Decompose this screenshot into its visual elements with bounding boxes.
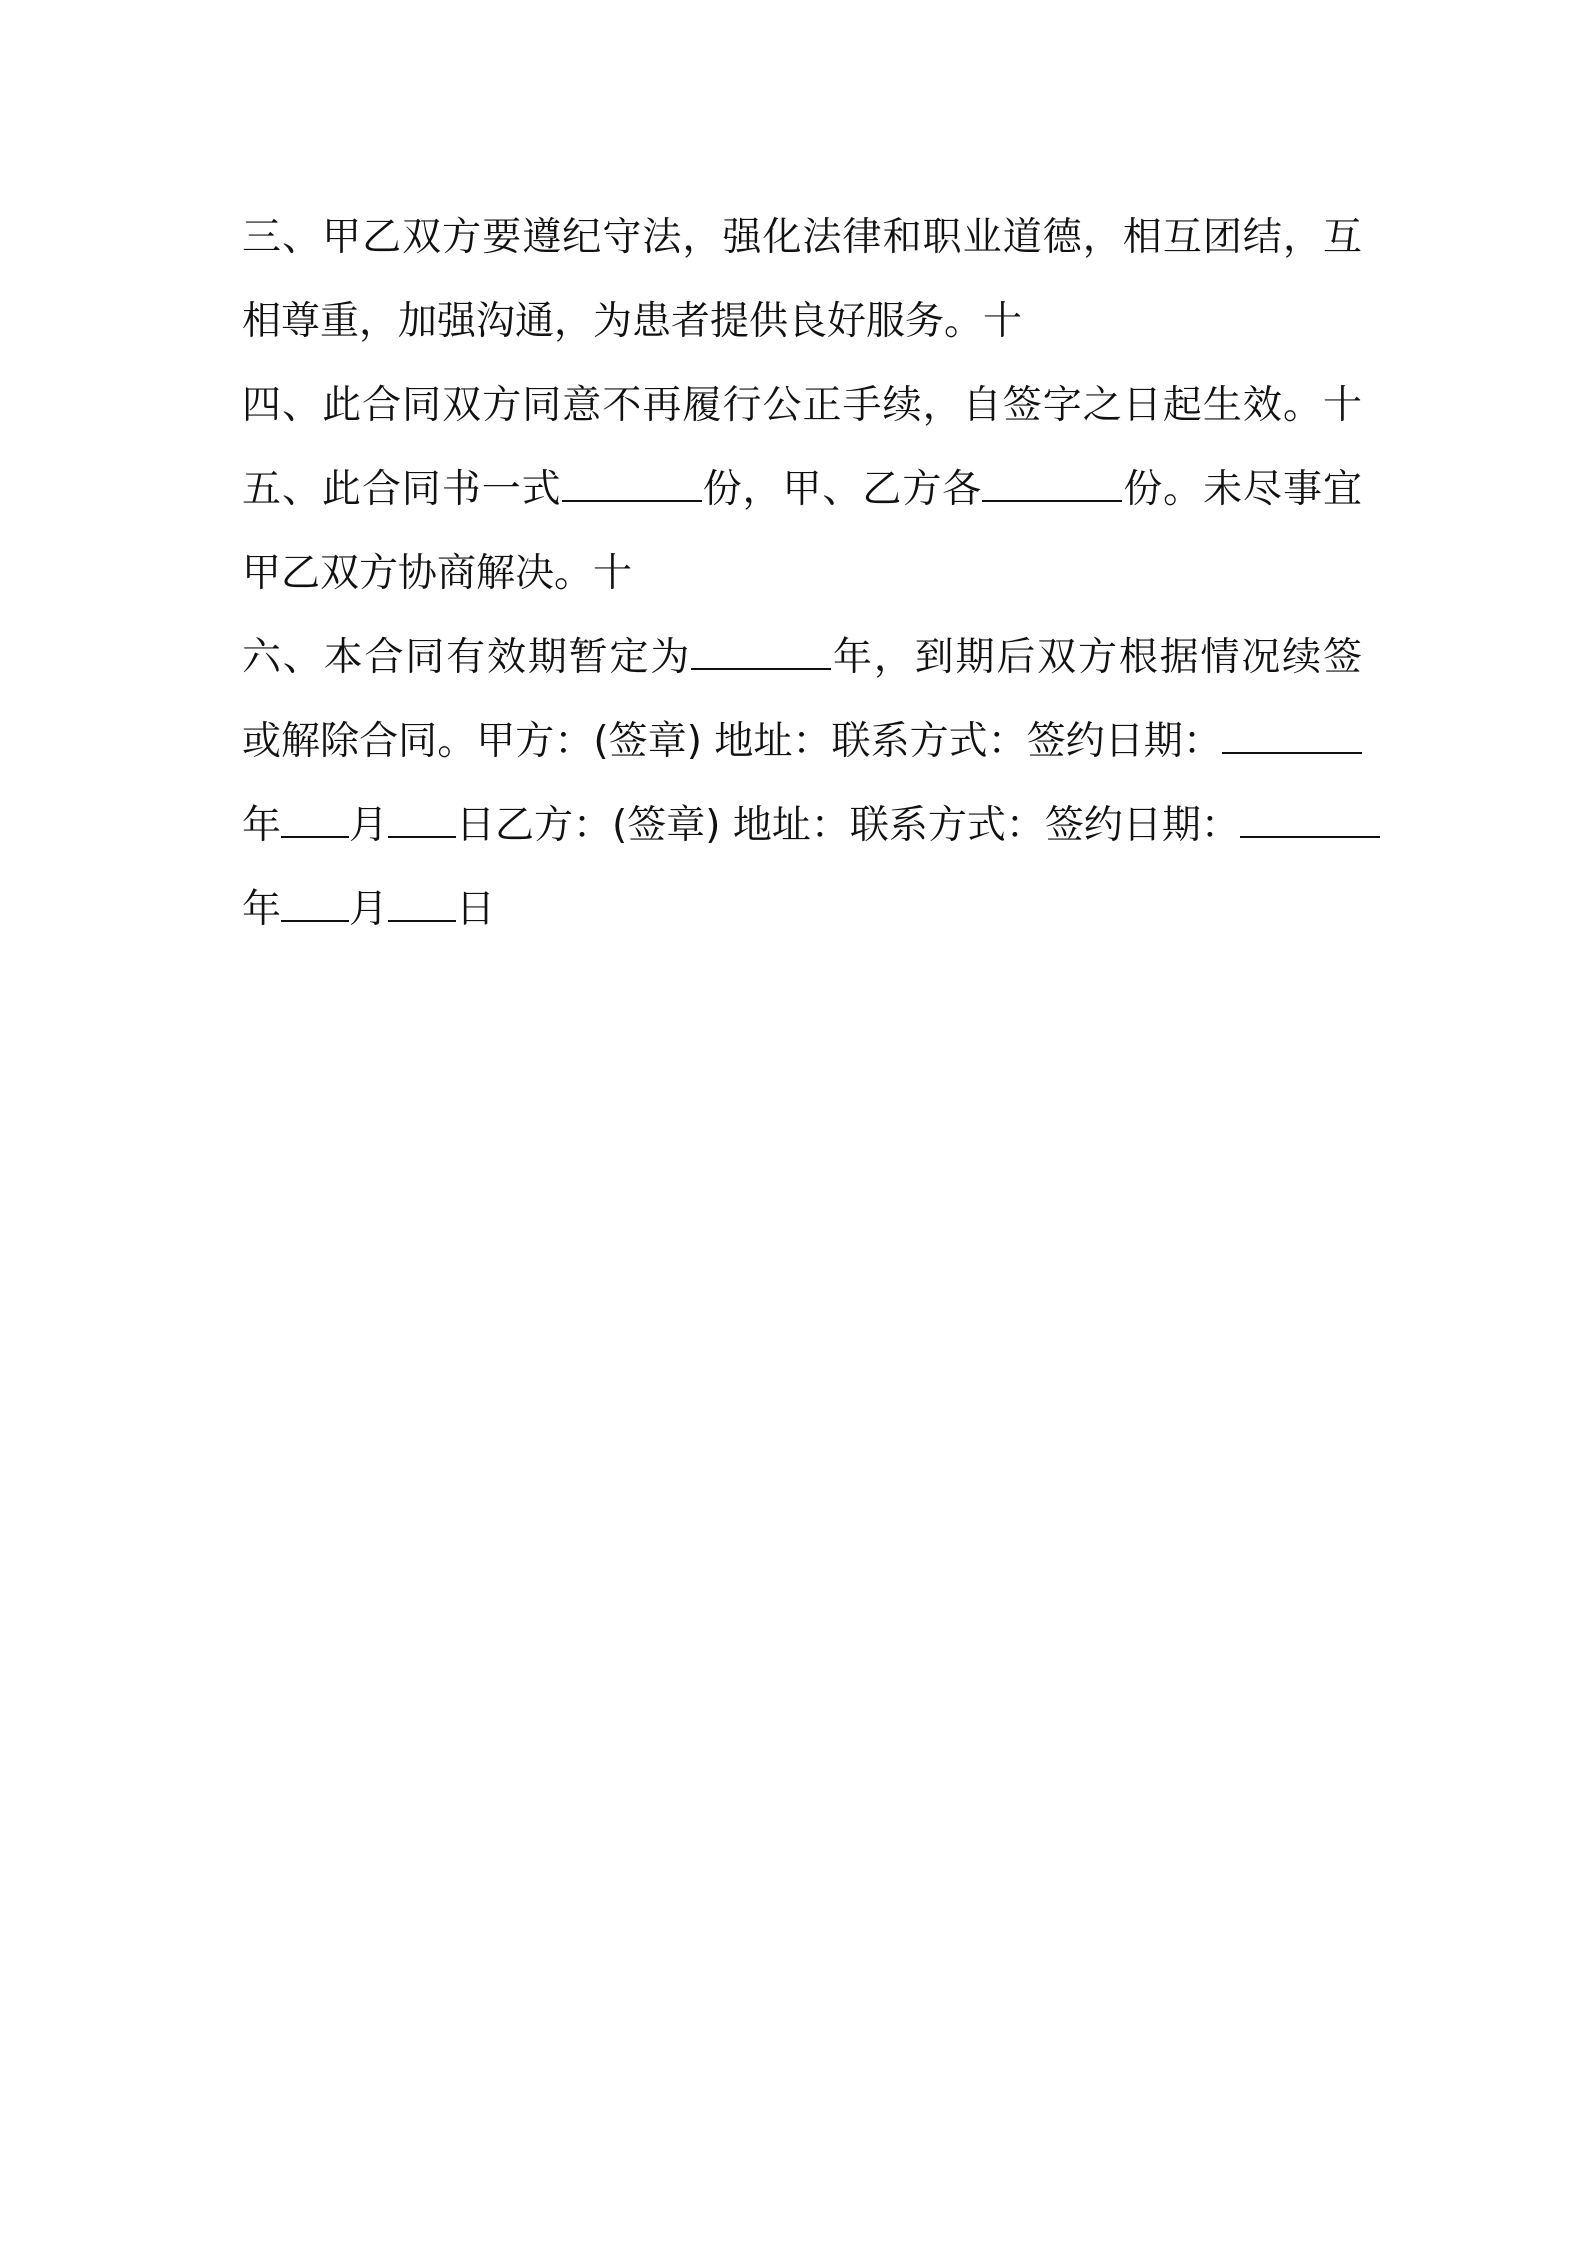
party-a-year-blank-lead (1222, 751, 1362, 754)
copies-each-blank (982, 499, 1122, 502)
clause-4-line-1: 四、此合同双方同意不再履行公正手续，自签字之日起生效。十 (242, 383, 1362, 428)
clause-5-text-a: 五、此合同书一式 (242, 467, 562, 512)
party-b-day-blank (388, 919, 456, 922)
party-b-year-blank-lead (1240, 835, 1380, 838)
contract-text (242, 196, 1362, 952)
copies-total-blank (562, 499, 702, 502)
party-b-month-blank (281, 919, 349, 922)
clause-5-text-b: 份，甲、乙方各 (701, 467, 983, 512)
party-b-day-label: 日 (456, 887, 496, 932)
party-a-month-label: 月 (349, 803, 389, 848)
party-a-month-blank (281, 835, 349, 838)
party-a-signature-text: 或解除合同。甲方：(签章) 地址：联系方式：签约日期： (242, 719, 1222, 764)
clause-3-line-2: 相尊重，加强沟通，为患者提供良好服务。十 (242, 299, 1023, 344)
clause-6-line-3 (242, 784, 1362, 868)
validity-years-blank (691, 667, 831, 670)
party-b-month-label: 月 (349, 887, 389, 932)
clause-5-line-1 (242, 448, 1362, 532)
clause-6-text-b: 年，到期后双方根据情况续签 (831, 635, 1362, 680)
clause-5-text-c: 份。未尽事宜 (1122, 467, 1362, 512)
clause-6-text-a: 六、本合同有效期暂定为 (242, 635, 692, 680)
clause-6-line-1 (242, 616, 1362, 700)
clause-3-line-1: 三、甲乙双方要遵纪守法，强化法律和职业道德，相互团结，互 (242, 215, 1362, 260)
clause-6-line-2 (242, 700, 1362, 784)
clause-5-line-2: 甲乙双方协商解决。十 (242, 551, 633, 596)
party-b-signature-text: 日乙方：(签章) 地址：联系方式：签约日期： (456, 803, 1240, 848)
party-a-day-blank (388, 835, 456, 838)
clause-6-line-4 (242, 868, 1362, 952)
party-a-year-label: 年 (242, 803, 282, 848)
party-b-year-label: 年 (242, 887, 282, 932)
